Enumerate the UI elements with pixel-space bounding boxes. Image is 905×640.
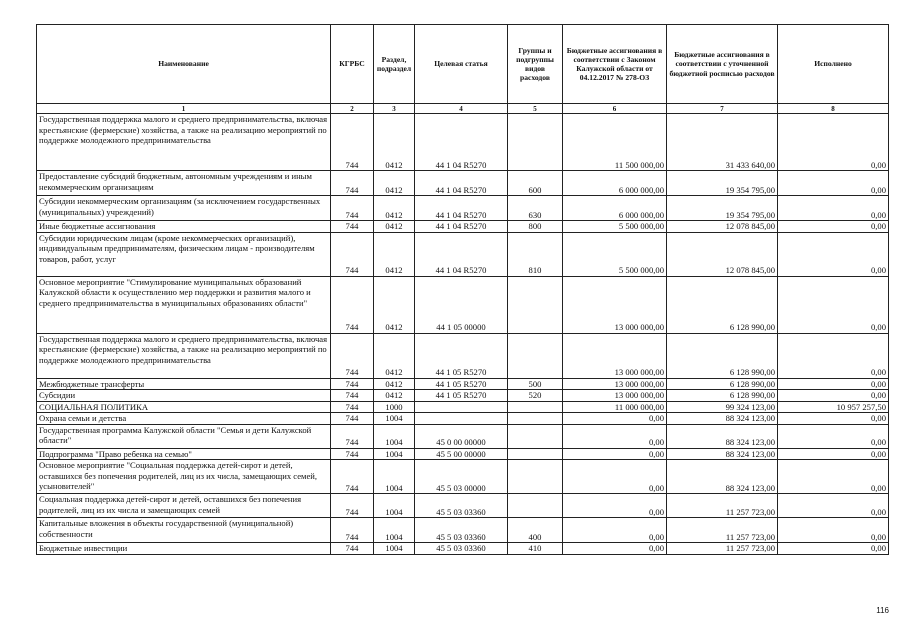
cell-statya: 44 1 04 R5270 <box>415 114 508 171</box>
column-number: 6 <box>563 104 667 114</box>
cell-vid: 810 <box>508 232 563 276</box>
cell-ispolneno: 0,00 <box>778 424 889 448</box>
cell-name: Социальная поддержка детей-сирот и детей, оставшихся без попечения родителей, лиц из их числа и замещающих семей <box>37 494 331 518</box>
cell-ispolneno: 10 957 257,50 <box>778 401 889 413</box>
cell-kgrbs: 744 <box>331 424 374 448</box>
table-row <box>37 378 889 390</box>
cell-law: 0,00 <box>563 448 667 460</box>
column-number: 7 <box>667 104 778 114</box>
cell-law: 0,00 <box>563 424 667 448</box>
cell-kgrbs: 744 <box>331 196 374 221</box>
cell-kgrbs: 744 <box>331 460 374 494</box>
cell-razdel: 0412 <box>374 276 415 333</box>
cell-name: Предоставление субсидий бюджетным, автономным учреждениям и иным некоммерческим организациям <box>37 171 331 196</box>
cell-name: СОЦИАЛЬНАЯ ПОЛИТИКА <box>37 401 331 413</box>
cell-law: 6 000 000,00 <box>563 171 667 196</box>
cell-name: Государственная поддержка малого и среднего предпринимательства, включая крестьянские (фермерские) хозяйства, а также на реализацию мероприятий по поддержке молодежного предпринимательства <box>37 114 331 171</box>
cell-law: 0,00 <box>563 494 667 518</box>
cell-rospis: 12 078 845,00 <box>667 232 778 276</box>
cell-name: Основное мероприятие "Стимулирование муниципальных образований Калужской области к осуществлению мер поддержки и развития малого и среднего предпринимательства в муниципальных образованиях области" <box>37 276 331 333</box>
cell-razdel: 0412 <box>374 232 415 276</box>
cell-vid <box>508 460 563 494</box>
cell-statya: 44 1 05 R5270 <box>415 333 508 378</box>
cell-statya: 45 5 03 03360 <box>415 494 508 518</box>
cell-razdel: 1004 <box>374 518 415 543</box>
cell-razdel: 0412 <box>374 221 415 233</box>
cell-ispolneno: 0,00 <box>778 232 889 276</box>
cell-name: Субсидии некоммерческим организациям (за исключением государственных (муниципальных) учреждений) <box>37 196 331 221</box>
cell-statya: 44 1 04 R5270 <box>415 196 508 221</box>
cell-kgrbs: 744 <box>331 390 374 402</box>
cell-kgrbs: 744 <box>331 171 374 196</box>
cell-razdel: 0412 <box>374 114 415 171</box>
cell-kgrbs: 744 <box>331 413 374 425</box>
table-row <box>37 196 889 221</box>
table-row <box>37 460 889 494</box>
cell-rospis: 88 324 123,00 <box>667 424 778 448</box>
column-number: 4 <box>415 104 508 114</box>
cell-statya <box>415 413 508 425</box>
column-number: 1 <box>37 104 331 114</box>
cell-law: 13 000 000,00 <box>563 378 667 390</box>
cell-kgrbs: 744 <box>331 378 374 390</box>
cell-name: Иные бюджетные ассигнования <box>37 221 331 233</box>
cell-vid <box>508 114 563 171</box>
header-razdel: Раздел, подраздел <box>374 25 415 104</box>
cell-law: 13 000 000,00 <box>563 333 667 378</box>
cell-statya: 44 1 05 00000 <box>415 276 508 333</box>
cell-vid <box>508 333 563 378</box>
cell-law: 0,00 <box>563 413 667 425</box>
cell-rospis: 11 257 723,00 <box>667 543 778 555</box>
cell-vid <box>508 413 563 425</box>
cell-law: 5 500 000,00 <box>563 232 667 276</box>
cell-razdel: 0412 <box>374 390 415 402</box>
budget-table <box>36 24 889 555</box>
cell-name: Субсидии <box>37 390 331 402</box>
cell-law: 0,00 <box>563 543 667 555</box>
cell-rospis: 6 128 990,00 <box>667 333 778 378</box>
cell-kgrbs: 744 <box>331 232 374 276</box>
cell-statya: 45 0 00 00000 <box>415 424 508 448</box>
cell-statya <box>415 401 508 413</box>
header-kgrbs: КГРБС <box>331 25 374 104</box>
cell-law: 11 500 000,00 <box>563 114 667 171</box>
table-row <box>37 390 889 402</box>
table-row <box>37 232 889 276</box>
cell-kgrbs: 744 <box>331 494 374 518</box>
cell-ispolneno: 0,00 <box>778 114 889 171</box>
cell-statya: 44 1 04 R5270 <box>415 171 508 196</box>
header-ispolneno: Исполнено <box>778 25 889 104</box>
header-gruppy: Группы и подгруппы видов расходов <box>508 25 563 104</box>
cell-name: Государственная программа Калужской области "Семья и дети Калужской области" <box>37 424 331 448</box>
column-number: 2 <box>331 104 374 114</box>
cell-statya: 45 5 03 00000 <box>415 460 508 494</box>
table-body <box>37 114 889 555</box>
table-row <box>37 413 889 425</box>
table-row <box>37 448 889 460</box>
cell-law: 5 500 000,00 <box>563 221 667 233</box>
table-row <box>37 221 889 233</box>
cell-razdel: 1004 <box>374 543 415 555</box>
cell-statya: 44 1 04 R5270 <box>415 221 508 233</box>
column-number: 8 <box>778 104 889 114</box>
cell-vid: 400 <box>508 518 563 543</box>
page-number: 116 <box>876 606 889 615</box>
cell-rospis: 11 257 723,00 <box>667 518 778 543</box>
cell-vid <box>508 276 563 333</box>
header-law: Бюджетные ассигнования в соответствии с Законом Калужской области от 04.12.2017 № 278-ОЗ <box>563 25 667 104</box>
column-number-row <box>37 104 889 114</box>
cell-law: 6 000 000,00 <box>563 196 667 221</box>
cell-statya: 45 5 00 00000 <box>415 448 508 460</box>
cell-vid: 800 <box>508 221 563 233</box>
cell-name: Охрана семьи и детства <box>37 413 331 425</box>
cell-razdel: 1004 <box>374 413 415 425</box>
cell-ispolneno: 0,00 <box>778 413 889 425</box>
cell-name: Субсидии юридическим лицам (кроме некоммерческих организаций), индивидуальным предпринимателям, физическим лицам - производителям товаров, работ, услуг <box>37 232 331 276</box>
cell-ispolneno: 0,00 <box>778 171 889 196</box>
cell-kgrbs: 744 <box>331 333 374 378</box>
cell-vid <box>508 494 563 518</box>
cell-statya: 44 1 05 R5270 <box>415 378 508 390</box>
cell-ispolneno: 0,00 <box>778 543 889 555</box>
cell-rospis: 11 257 723,00 <box>667 494 778 518</box>
cell-statya: 44 1 04 R5270 <box>415 232 508 276</box>
cell-ispolneno: 0,00 <box>778 448 889 460</box>
cell-razdel: 0412 <box>374 378 415 390</box>
cell-law: 0,00 <box>563 518 667 543</box>
cell-vid <box>508 424 563 448</box>
cell-law: 13 000 000,00 <box>563 390 667 402</box>
cell-rospis: 12 078 845,00 <box>667 221 778 233</box>
cell-rospis: 6 128 990,00 <box>667 390 778 402</box>
cell-razdel: 1004 <box>374 460 415 494</box>
header-name: Наименование <box>37 25 331 104</box>
table-row <box>37 171 889 196</box>
cell-rospis: 31 433 640,00 <box>667 114 778 171</box>
cell-vid: 600 <box>508 171 563 196</box>
cell-razdel: 0412 <box>374 333 415 378</box>
table-row <box>37 518 889 543</box>
cell-razdel: 1004 <box>374 424 415 448</box>
column-number: 3 <box>374 104 415 114</box>
cell-ispolneno: 0,00 <box>778 196 889 221</box>
cell-kgrbs: 744 <box>331 518 374 543</box>
cell-ispolneno: 0,00 <box>778 276 889 333</box>
cell-law: 11 000 000,00 <box>563 401 667 413</box>
cell-name: Основное мероприятие "Социальная поддержка детей-сирот и детей, оставшихся без попечения родителей, лиц из их числа, замещающих семей, усыновителей" <box>37 460 331 494</box>
cell-rospis: 6 128 990,00 <box>667 276 778 333</box>
cell-kgrbs: 744 <box>331 276 374 333</box>
cell-rospis: 19 354 795,00 <box>667 196 778 221</box>
table-row <box>37 333 889 378</box>
cell-rospis: 99 324 123,00 <box>667 401 778 413</box>
cell-name: Бюджетные инвестиции <box>37 543 331 555</box>
table-row <box>37 114 889 171</box>
cell-kgrbs: 744 <box>331 221 374 233</box>
cell-vid: 520 <box>508 390 563 402</box>
cell-ispolneno: 0,00 <box>778 221 889 233</box>
cell-ispolneno: 0,00 <box>778 378 889 390</box>
cell-name: Капитальные вложения в объекты государственной (муниципальной) собственности <box>37 518 331 543</box>
cell-rospis: 6 128 990,00 <box>667 378 778 390</box>
cell-rospis: 88 324 123,00 <box>667 460 778 494</box>
cell-razdel: 1000 <box>374 401 415 413</box>
cell-name: Государственная поддержка малого и среднего предпринимательства, включая крестьянские (фермерские) хозяйства, а также на реализацию мероприятий по поддержке молодежного предпринимательства <box>37 333 331 378</box>
cell-kgrbs: 744 <box>331 114 374 171</box>
cell-ispolneno: 0,00 <box>778 494 889 518</box>
header-statya: Целевая статья <box>415 25 508 104</box>
cell-kgrbs: 744 <box>331 401 374 413</box>
column-number: 5 <box>508 104 563 114</box>
cell-statya: 45 5 03 03360 <box>415 543 508 555</box>
cell-razdel: 0412 <box>374 196 415 221</box>
cell-rospis: 19 354 795,00 <box>667 171 778 196</box>
cell-vid: 630 <box>508 196 563 221</box>
cell-name: Межбюджетные трансферты <box>37 378 331 390</box>
cell-statya: 44 1 05 R5270 <box>415 390 508 402</box>
cell-ispolneno: 0,00 <box>778 460 889 494</box>
cell-razdel: 0412 <box>374 171 415 196</box>
header-row <box>37 25 889 104</box>
header-rospis: Бюджетные ассигнования в соответствии с уточненной бюджетной росписью расходов <box>667 25 778 104</box>
cell-rospis: 88 324 123,00 <box>667 448 778 460</box>
table-row <box>37 424 889 448</box>
cell-rospis: 88 324 123,00 <box>667 413 778 425</box>
table-row <box>37 494 889 518</box>
table-row <box>37 276 889 333</box>
cell-ispolneno: 0,00 <box>778 518 889 543</box>
cell-law: 0,00 <box>563 460 667 494</box>
cell-vid <box>508 448 563 460</box>
cell-name: Подпрограмма "Право ребенка на семью" <box>37 448 331 460</box>
cell-vid: 410 <box>508 543 563 555</box>
cell-kgrbs: 744 <box>331 448 374 460</box>
cell-vid <box>508 401 563 413</box>
cell-vid: 500 <box>508 378 563 390</box>
cell-statya: 45 5 03 03360 <box>415 518 508 543</box>
cell-kgrbs: 744 <box>331 543 374 555</box>
cell-razdel: 1004 <box>374 494 415 518</box>
table-row <box>37 401 889 413</box>
table-row <box>37 543 889 555</box>
cell-ispolneno: 0,00 <box>778 390 889 402</box>
cell-law: 13 000 000,00 <box>563 276 667 333</box>
cell-razdel: 1004 <box>374 448 415 460</box>
cell-ispolneno: 0,00 <box>778 333 889 378</box>
